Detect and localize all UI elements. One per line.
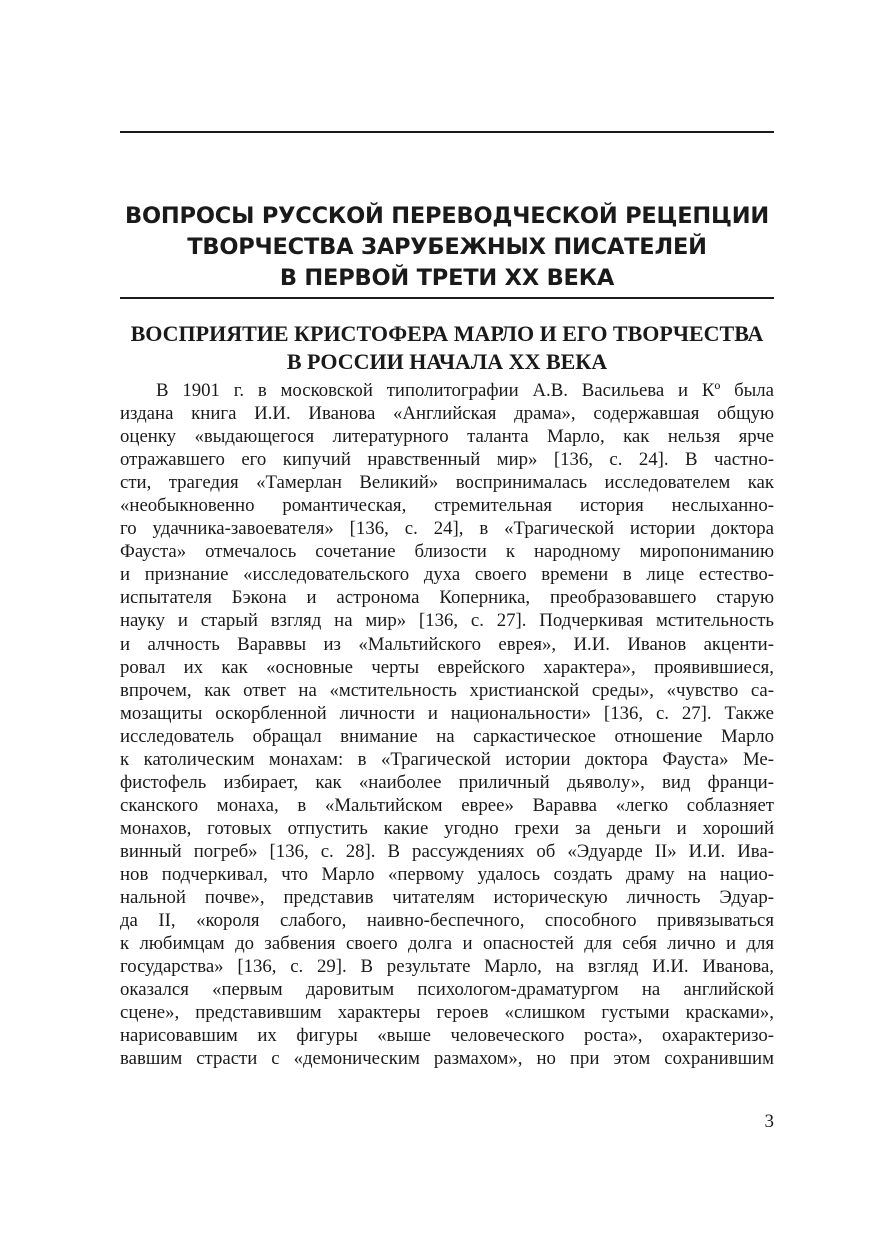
body-line: впрочем, как ответ на «мстительность христианской среды», «чувство са-: [120, 679, 774, 701]
body-line: оценку «выдающегося литературного таланта Марло, как нельзя ярче: [120, 426, 774, 448]
body-line: го удачника-завоевателя» [136, с. 24], в «Трагической истории доктора: [120, 518, 774, 540]
title-rule: [120, 297, 774, 299]
body-line: «необыкновенно романтическая, стремительная история неслыханно-: [120, 495, 774, 517]
section-title-line: В РОССИИ НАЧАЛА XX ВЕКА: [286, 349, 608, 374]
body-line: и алчность Вараввы из «Мальтийского еврея», И.И. Иванов акценти-: [120, 633, 774, 655]
body-line: отражавшего его кипучий нравственный мир» [136, с. 24]. В частно-: [120, 449, 774, 471]
body-line: нарисовавшим их фигуры «выше человеческого роста», охарактеризо-: [120, 1025, 774, 1047]
body-line: нальной почве», представив читателям историческую личность Эдуар-: [120, 887, 774, 909]
chapter-title: [120, 201, 774, 294]
body-line: вавшим страсти с «демоническим размахом», но при этом сохранившим: [120, 1048, 774, 1070]
body-line: к католическим монахам: в «Трагической истории доктора Фауста» Ме-: [120, 748, 774, 770]
chapter-title-line: В ПЕРВОЙ ТРЕТИ XX ВЕКА: [279, 265, 615, 291]
body-line: монахов, готовых отпустить какие угодно грехи за деньги и хороший: [120, 817, 774, 839]
body-line: винный погреб» [136, с. 28]. В рассуждениях об «Эдуарде II» И.И. Ива-: [120, 840, 774, 862]
body-line: к любимцам до забвения своего долга и опасностей для себя лично и для: [120, 933, 774, 955]
body-line: и признание «исследовательского духа своего времени в лице естество-: [120, 564, 774, 586]
body-line: мозащиты оскорбленной личности и национальности» [136, с. 27]. Также: [120, 702, 774, 724]
top-rule: [120, 131, 774, 133]
body-line: нов подчеркивал, что Марло «первому удалось создать драму на нацио-: [120, 863, 774, 885]
chapter-title-line: ТВОРЧЕСТВА ЗАРУБЕЖНЫХ ПИСАТЕЛЕЙ: [187, 234, 707, 260]
section-title-line: ВОСПРИЯТИЕ КРИСТОФЕРА МАРЛО И ЕГО ТВОРЧЕСТВА: [130, 321, 764, 346]
page-number: 3: [764, 1111, 774, 1132]
body-line: сканского монаха, в «Мальтийском еврее» Варавва «легко соблазняет: [120, 794, 774, 816]
body-line: ровал их как «основные черты еврейского характера», проявившиеся,: [120, 656, 774, 678]
body-line: фистофель избирает, как «наиболее приличный дьяволу», вид франци-: [120, 771, 774, 793]
body-line: В 1901 г. в московской типолитографии А.В. Васильева и Кº была: [156, 380, 774, 401]
body-line: сцене», представившим характеры героев «слишком густыми красками»,: [120, 1002, 774, 1024]
body-line: испытателя Бэкона и астронома Коперника, преобразовавшего старую: [120, 587, 774, 609]
body-line: Фауста» отмечалось сочетание близости к народному миропониманию: [120, 541, 774, 563]
body-text: [120, 379, 774, 1070]
body-line: издана книга И.И. Иванова «Английская драма», содержавшая общую: [120, 403, 774, 425]
section-title: [120, 320, 774, 376]
body-line: да II, «короля слабого, наивно-беспечного, способного привязываться: [120, 910, 774, 932]
body-line: государства» [136, с. 29]. В результате Марло, на взгляд И.И. Иванова,: [120, 956, 774, 978]
body-line: исследователь обращал внимание на саркастическое отношение Марло: [120, 725, 774, 747]
body-line: сти, трагедия «Тамерлан Великий» воспринималась исследователем как: [120, 472, 774, 494]
chapter-title-line: ВОПРОСЫ РУССКОЙ ПЕРЕВОДЧЕСКОЙ РЕЦЕПЦИИ: [125, 203, 769, 229]
body-line: науку и старый взгляд на мир» [136, с. 27]. Подчеркивая мстительность: [120, 610, 774, 632]
body-line: оказался «первым даровитым психологом-драматургом на английской: [120, 979, 774, 1001]
